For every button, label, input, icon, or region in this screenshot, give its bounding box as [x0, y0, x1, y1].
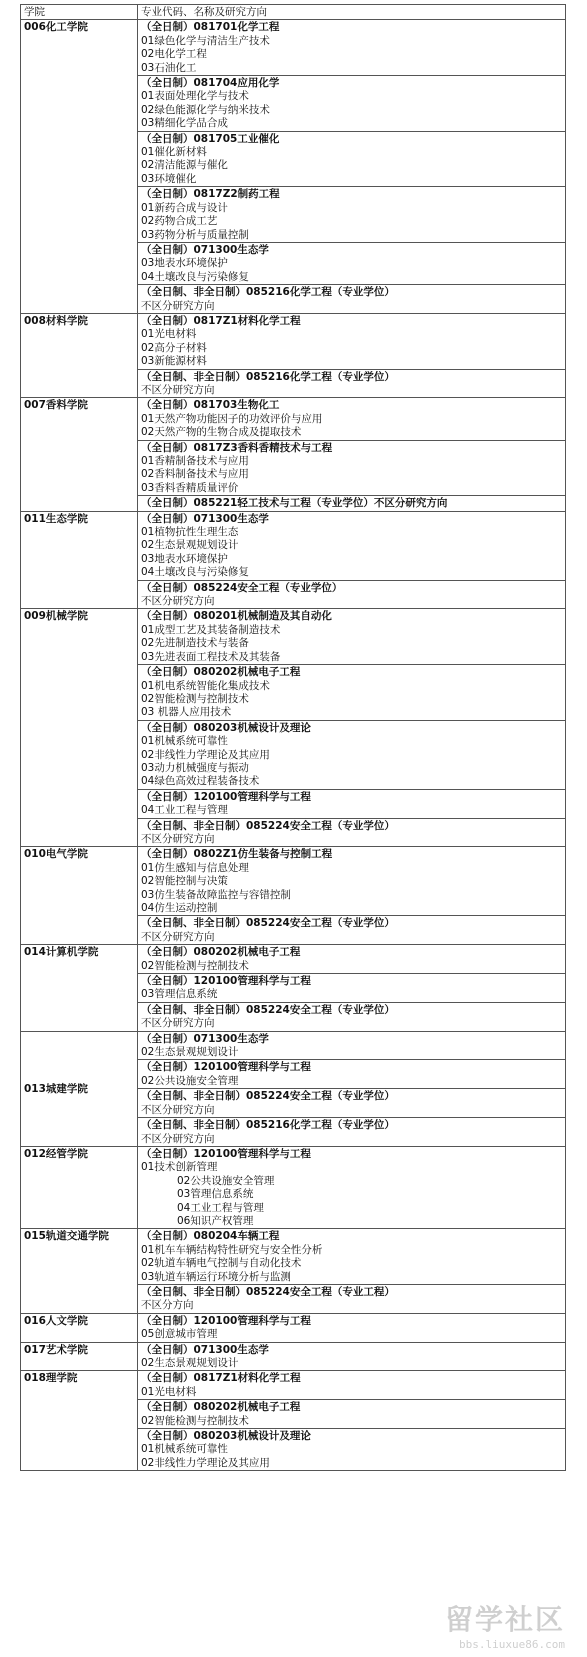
research-direction: 02生态景观规划设计 [141, 539, 239, 552]
major-title: （全日制、非全日制）085224安全工程（专业学位） [141, 1090, 395, 1103]
table-row [21, 1371, 566, 1400]
research-direction: 03环境催化 [141, 172, 197, 185]
research-direction: 02香料制备技术与应用 [141, 468, 249, 481]
research-direction: 不区分研究方向 [141, 383, 215, 396]
college-name: 011生态学院 [21, 511, 138, 609]
research-direction: 不区分研究方向 [141, 930, 215, 943]
major-cell [138, 818, 566, 847]
table-row [21, 1229, 566, 1285]
research-direction: 04工业工程与管理 [177, 1201, 264, 1214]
major-cell [138, 1284, 566, 1313]
header-major: 专业代码、名称及研究方向 [138, 5, 566, 20]
research-direction: 02电化学工程 [141, 48, 207, 61]
research-direction: 02非线性力学理论及其应用 [141, 748, 270, 761]
major-title: （全日制、非全日制）085224安全工程（专业学位） [141, 1003, 395, 1016]
research-direction: 03地表水环境保护 [141, 257, 228, 270]
major-title: （全日制、非全日制）085216化学工程（专业学位） [141, 1119, 395, 1132]
research-direction: 04仿生运动控制 [141, 902, 218, 914]
research-direction: 03新能源材料 [141, 355, 207, 368]
table-row [21, 1342, 566, 1371]
research-direction: 不区分研究方向 [141, 1132, 215, 1145]
research-direction: 02智能检测与控制技术 [141, 692, 249, 705]
research-direction: 01机车车辆结构特性研究与安全性分析 [141, 1243, 323, 1256]
major-title: （全日制）080201机械制造及其自动化 [141, 610, 332, 623]
major-cell [138, 313, 566, 369]
major-cell [138, 1060, 566, 1089]
major-cell [138, 974, 566, 1003]
major-title: （全日制）080202机械电子工程 [141, 666, 301, 679]
major-cell [138, 1146, 566, 1228]
table-row [21, 609, 566, 665]
major-title: （全日制）0817Z1材料化学工程 [141, 314, 301, 327]
research-direction: 03管理信息系统 [177, 1188, 254, 1201]
major-title: （全日制）080202机械电子工程 [141, 946, 301, 959]
research-direction: 01技术创新管理 [141, 1161, 218, 1174]
watermark-title: 留学社区 [444, 1603, 565, 1636]
college-name: 014计算机学院 [21, 945, 138, 1031]
major-title: （全日制）071300生态学 [141, 512, 269, 525]
research-direction: 04土壤改良与污染修复 [141, 270, 249, 283]
table-row [21, 20, 566, 76]
research-direction: 02轨道车辆电气控制与自动化技术 [141, 1257, 302, 1270]
research-direction: 02绿色能源化学与纳米技术 [141, 103, 270, 116]
major-title: （全日制）0802Z1仿生装备与控制工程 [141, 848, 333, 861]
college-name: 018理学院 [21, 1371, 138, 1471]
major-cell [138, 20, 566, 76]
college-name: 012经管学院 [21, 1146, 138, 1228]
research-direction: 不区分研究方向 [141, 832, 215, 845]
major-cell [138, 369, 566, 398]
college-name: 013城建学院 [21, 1031, 138, 1146]
major-cell [138, 945, 566, 974]
research-direction: 01机械系统可靠性 [141, 735, 228, 748]
major-title: （全日制、非全日制）085224安全工程（专业工程） [141, 1285, 395, 1298]
table-row [21, 511, 566, 580]
major-title: （全日制、非全日制）085224安全工程（专业学位） [141, 917, 395, 930]
research-direction: 03地表水环境保护 [141, 552, 228, 565]
major-title: （全日制、非全日制）085216化学工程（专业学位） [141, 370, 395, 383]
major-cell [138, 285, 566, 314]
research-direction: 02非线性力学理论及其应用 [141, 1456, 270, 1469]
research-direction: 02生态景观规划设计 [141, 1357, 239, 1369]
research-direction: 01绿色化学与清洁生产技术 [141, 34, 270, 47]
major-cell [138, 398, 566, 440]
major-cell [138, 665, 566, 721]
major-title: （全日制）120100管理科学与工程 [141, 1061, 311, 1074]
major-title: （全日制）071300生态学 [141, 1032, 269, 1045]
major-title: （全日制）0817Z1材料化学工程 [141, 1372, 301, 1385]
research-direction: 不区分方向 [141, 1299, 194, 1312]
research-direction: 01表面处理化学与技术 [141, 90, 249, 103]
research-direction: 02公共设施安全管理 [141, 1074, 239, 1087]
table-row [21, 847, 566, 916]
table-row [21, 945, 566, 974]
research-direction: 01光电材料 [141, 1385, 197, 1398]
major-cell [138, 1313, 566, 1342]
major-cell [138, 242, 566, 284]
major-title: （全日制）080204车辆工程 [141, 1230, 280, 1243]
research-direction: 03轨道车辆运行环境分析与监测 [141, 1270, 291, 1283]
research-direction: 02公共设施安全管理 [177, 1174, 275, 1187]
major-cell [138, 1429, 566, 1471]
major-cell [138, 916, 566, 945]
major-cell [138, 1118, 566, 1147]
table-row [21, 398, 566, 440]
college-name: 007香料学院 [21, 398, 138, 511]
watermark-url: bbs.liuxue86.com [459, 1638, 565, 1651]
college-name: 010电气学院 [21, 847, 138, 945]
majors-table [20, 4, 566, 1471]
research-direction: 03精细化学品合成 [141, 117, 228, 130]
major-title: （全日制）081705工业催化 [141, 132, 280, 145]
college-name: 009机械学院 [21, 609, 138, 847]
major-cell [138, 1400, 566, 1429]
major-cell [138, 496, 566, 511]
research-direction: 03石油化工 [141, 61, 197, 74]
major-cell [138, 1371, 566, 1400]
research-direction: 不区分研究方向 [141, 299, 215, 312]
research-direction: 02智能检测与控制技术 [141, 1414, 249, 1427]
research-direction: 04工业工程与管理 [141, 804, 228, 817]
major-cell [138, 580, 566, 609]
major-cell [138, 1089, 566, 1118]
research-direction: 不区分研究方向 [141, 1103, 215, 1116]
major-cell [138, 76, 566, 132]
watermark-logo [445, 1598, 565, 1651]
major-title: （全日制）071300生态学 [141, 1343, 269, 1356]
research-direction: 03动力机械强度与振动 [141, 761, 249, 774]
major-cell [138, 511, 566, 580]
table-row [21, 1146, 566, 1228]
research-direction: 01天然产物功能因子的功效评价与应用 [141, 412, 323, 425]
major-title: （全日制）085224安全工程（专业学位） [141, 581, 343, 594]
research-direction: 02天然产物的生物合成及提取技术 [141, 426, 302, 439]
research-direction: 01机电系统智能化集成技术 [141, 679, 270, 692]
major-title: （全日制）0817Z3香料香精技术与工程 [141, 441, 333, 454]
research-direction: 03药物分析与质量控制 [141, 228, 249, 241]
table-body [21, 20, 566, 1471]
college-name: 017艺术学院 [21, 1342, 138, 1371]
major-cell [138, 1031, 566, 1060]
research-direction: 04绿色高效过程装备技术 [141, 775, 260, 788]
major-title: （全日制）0817Z2制药工程 [141, 188, 280, 201]
major-cell [138, 131, 566, 187]
college-name: 015轨道交通学院 [21, 1229, 138, 1313]
major-title: （全日制、非全日制）085216化学工程（专业学位） [141, 286, 395, 299]
major-title: （全日制）080202机械电子工程 [141, 1401, 301, 1414]
major-cell [138, 1342, 566, 1371]
research-direction: 01香精制备技术与应用 [141, 455, 249, 467]
research-direction: 01成型工艺及其装备制造技术 [141, 623, 281, 636]
research-direction: 05创意城市管理 [141, 1328, 218, 1341]
table-row [21, 1031, 566, 1060]
major-title: （全日制）081704应用化学 [141, 77, 280, 90]
research-direction: 03先进表面工程技术及其装备 [141, 650, 281, 663]
research-direction: 03管理信息系统 [141, 988, 218, 1001]
college-name: 006化工学院 [21, 20, 138, 314]
research-direction: 02先进制造技术与装备 [141, 637, 249, 650]
major-title: （全日制）080203机械设计及理论 [141, 721, 311, 734]
research-direction: 01新药合成与设计 [141, 201, 228, 214]
major-title: （全日制）120100管理科学与工程 [141, 975, 311, 988]
major-title: （全日制）081703生物化工 [141, 399, 280, 412]
major-cell [138, 440, 566, 496]
research-direction: 02高分子材料 [141, 341, 207, 354]
major-title: （全日制）071300生态学 [141, 243, 269, 256]
major-cell [138, 1229, 566, 1285]
research-direction: 06知识产权管理 [177, 1214, 254, 1227]
research-direction: 01光电材料 [141, 328, 197, 341]
major-cell [138, 1002, 566, 1031]
research-direction: 04土壤改良与污染修复 [141, 566, 249, 579]
major-title: （全日制）081701化学工程 [141, 21, 280, 34]
header-row [21, 5, 566, 20]
major-title: （全日制）120100管理科学与工程 [141, 1314, 311, 1327]
major-cell [138, 720, 566, 789]
major-cell [138, 187, 566, 243]
research-direction: 02清洁能源与催化 [141, 159, 228, 172]
major-title: （全日制）120100管理科学与工程 [141, 790, 311, 803]
major-cell [138, 609, 566, 665]
major-cell [138, 789, 566, 818]
major-title: （全日制）085221轻工技术与工程（专业学位）不区分研究方向 [141, 497, 448, 510]
research-direction: 03香料香精质量评价 [141, 481, 239, 494]
research-direction: 03仿生装备故障监控与容错控制 [141, 888, 291, 901]
research-direction: 02药物合成工艺 [141, 215, 218, 228]
major-title: （全日制）120100管理科学与工程 [141, 1147, 311, 1160]
research-direction: 01机械系统可靠性 [141, 1443, 228, 1456]
research-direction: 01催化新材料 [141, 146, 207, 159]
research-direction: 02生态景观规划设计 [141, 1046, 239, 1059]
research-direction: 01植物抗性生理生态 [141, 526, 239, 539]
table-row [21, 1313, 566, 1342]
major-title: （全日制、非全日制）085224安全工程（专业学位） [141, 819, 395, 832]
research-direction: 03 机器人应用技术 [141, 706, 232, 719]
header-college: 学院 [21, 5, 138, 20]
research-direction: 02智能控制与决策 [141, 875, 228, 888]
table-row [21, 313, 566, 369]
major-title: （全日制）080203机械设计及理论 [141, 1430, 311, 1443]
major-cell [138, 847, 566, 916]
college-name: 008材料学院 [21, 313, 138, 397]
research-direction: 01仿生感知与信息处理 [141, 861, 249, 874]
college-name: 016人文学院 [21, 1313, 138, 1342]
research-direction: 不区分研究方向 [141, 1017, 215, 1030]
research-direction: 不区分研究方向 [141, 595, 215, 608]
research-direction: 02智能检测与控制技术 [141, 959, 249, 972]
